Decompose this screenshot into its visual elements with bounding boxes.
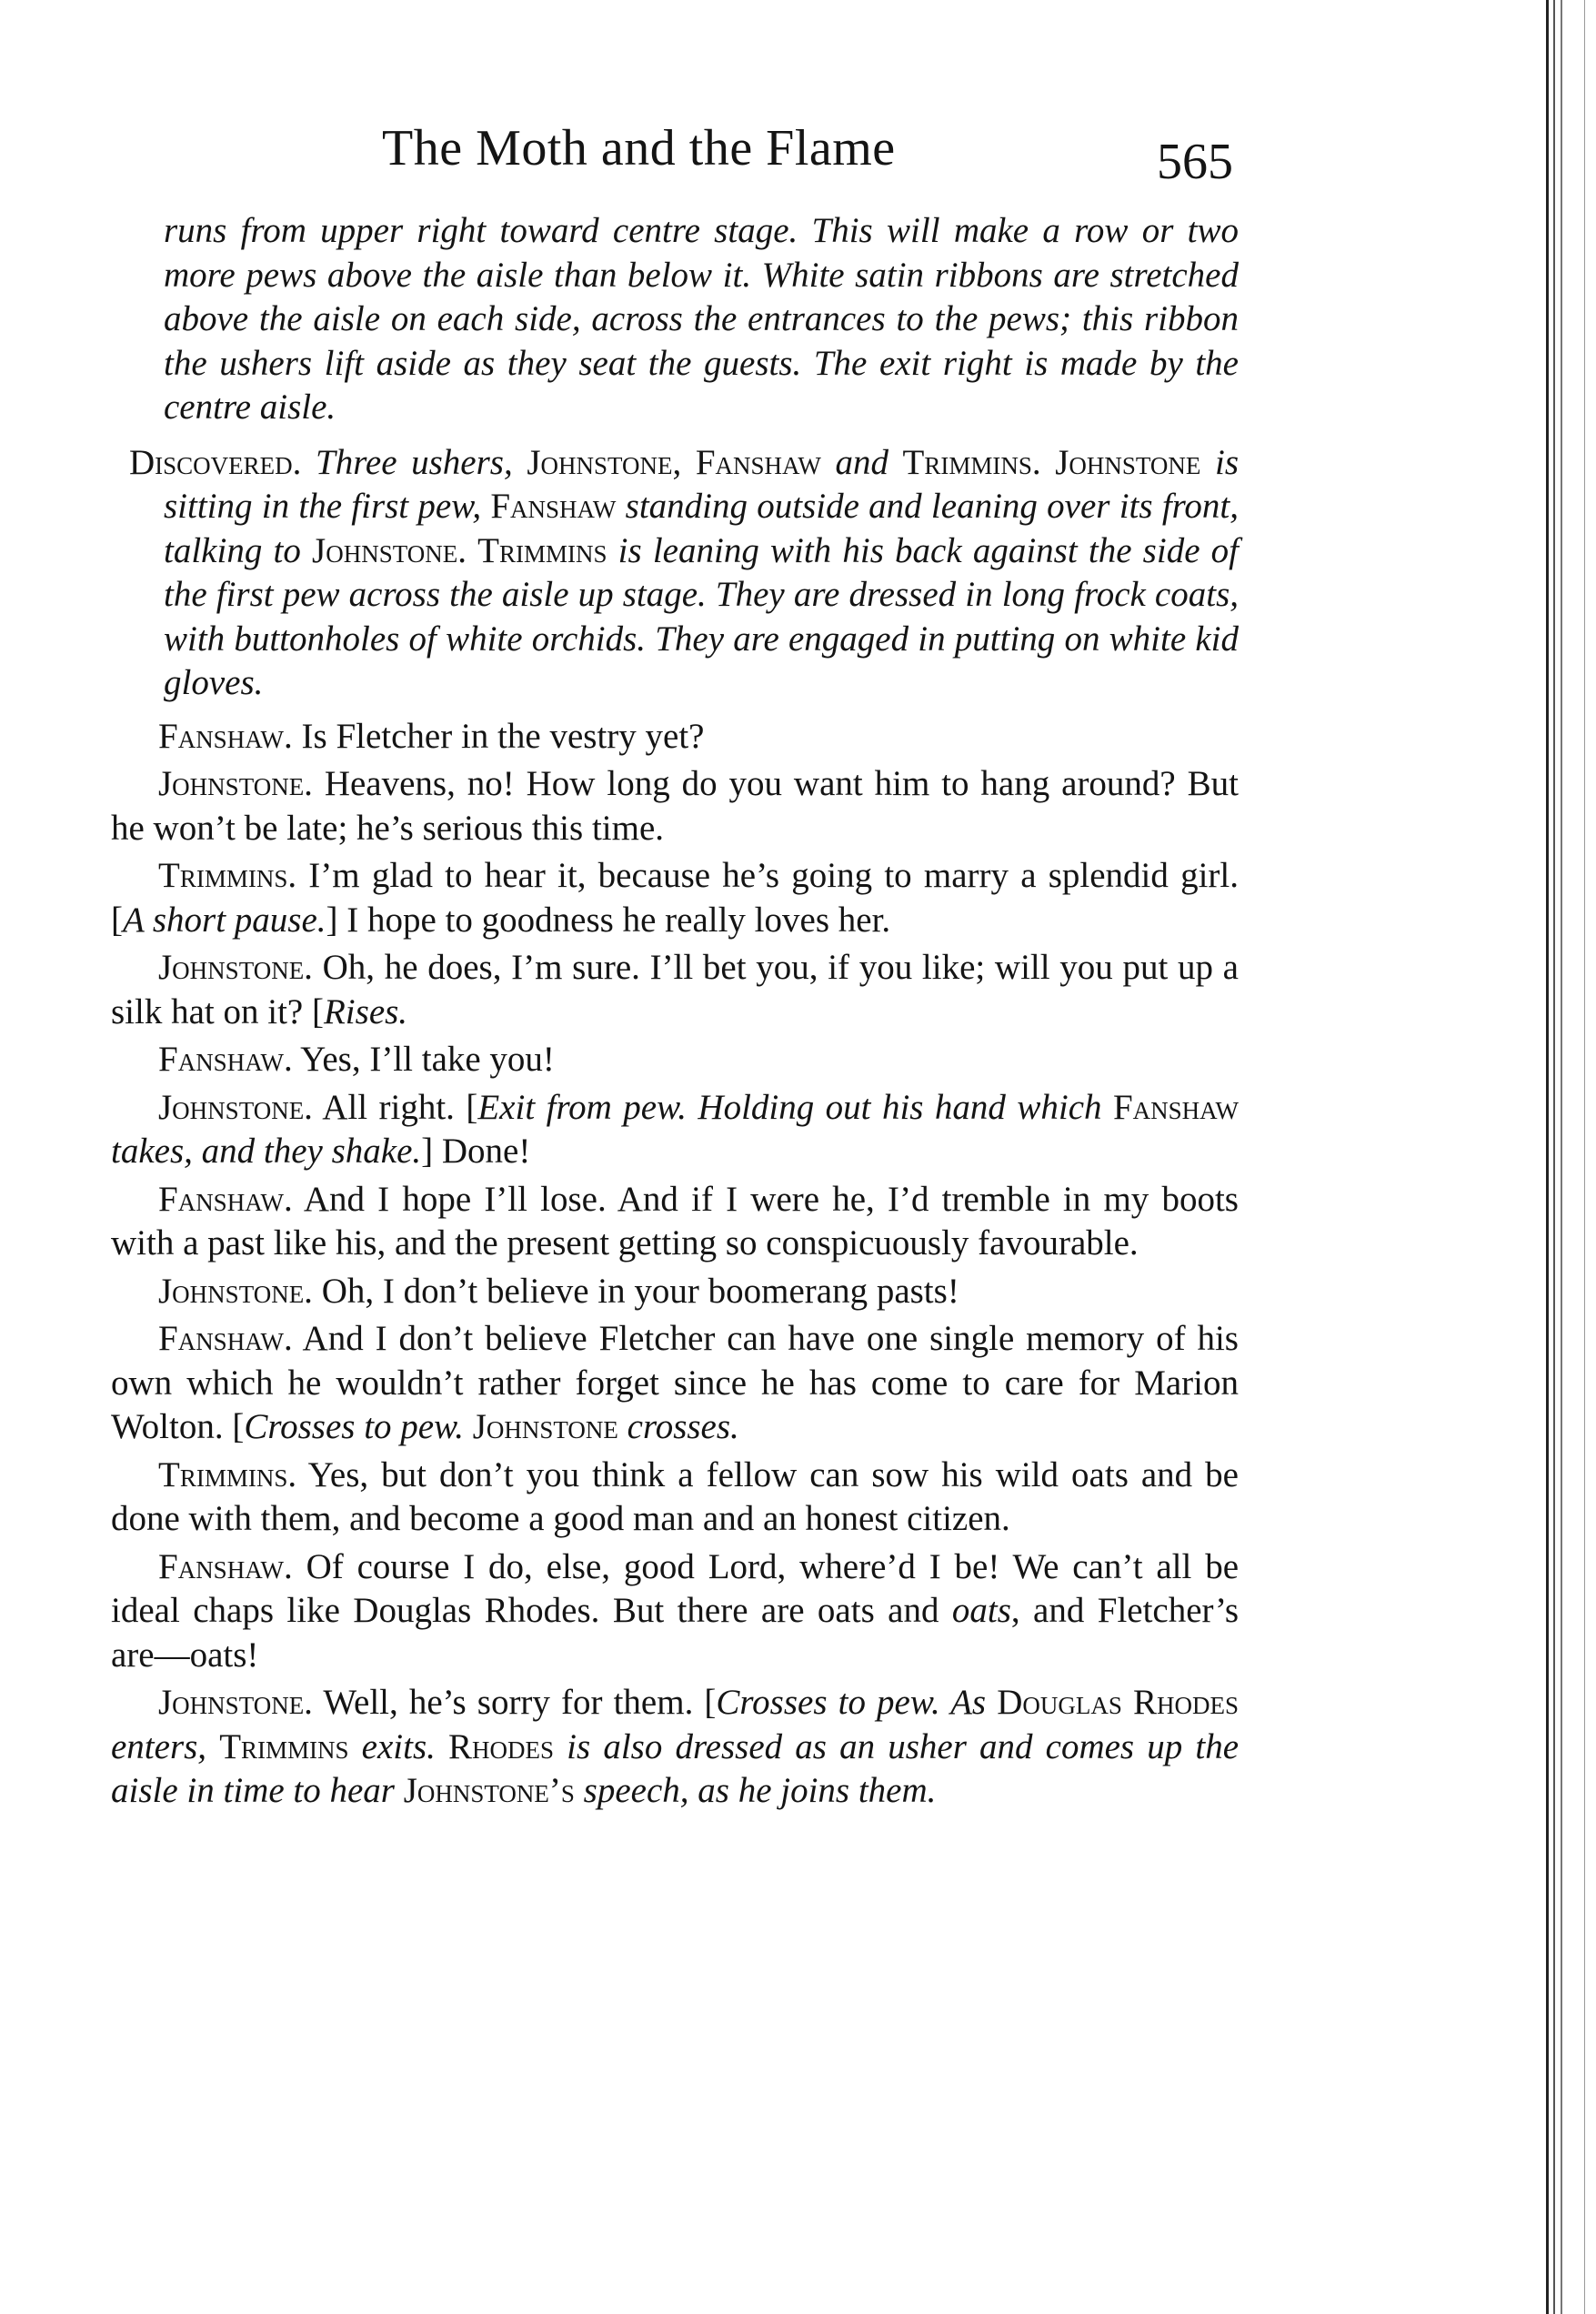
dialogue-line: Johnstone. Oh, he does, I’m sure. I’ll bet you, if you like; will you put up a silk hat on it? [Rises.: [111, 948, 1239, 1031]
dialogue-line: Fanshaw. And I don’t believe Fletcher can have one single memory of his own which he wouldn’t rather forget since he has come to care for Marion Wolton. [Crosses to pew. Johnstone crosses.: [111, 1319, 1239, 1446]
speaker-name: Trimmins.: [158, 1454, 297, 1494]
binding-edge-line: [1546, 0, 1549, 2314]
dialogue-line: Fanshaw. Yes, I’ll take you!: [158, 1040, 555, 1079]
speaker-name: Johnstone.: [158, 948, 313, 987]
running-head-title: The Moth and the Flame: [382, 120, 896, 176]
dialogue-line: Johnstone. Well, he’s sorry for them. [Crosses to pew. As Douglas Rhodes enters, Trimmins exits. Rhodes is also dressed as an usher and comes up the aisle in time to hear Johnstone’s speech, as he joins them.: [111, 1683, 1240, 1810]
binding-edge-line: [1584, 0, 1585, 2314]
stage-direction: runs from upper right toward centre stage. This will make a row or two more pews above the aisle than below it. White satin ribbons are stretched above the aisle on each side, across the entrances to the pews; this ribbon the ushers lift aside as they seat the guests. The exit right is made by the centre aisle.: [164, 211, 1239, 427]
dialogue-line: Johnstone. Heavens, no! How long do you want him to hang around? But he won’t be late; he’s serious this time.: [111, 764, 1239, 848]
page-number: 565: [1157, 134, 1233, 190]
speaker-name: Fanshaw.: [158, 1179, 293, 1219]
dialogue-line: Trimmins. Yes, but don’t you think a fellow can sow his wild oats and be done with them, and become a good man and an honest citizen.: [111, 1454, 1239, 1538]
dialogue-line: Johnstone. All right. [Exit from pew. Holding out his hand which Fanshaw takes, and they shake.] Done!: [111, 1087, 1239, 1171]
dialogue-line: Fanshaw. And I hope I’ll lose. And if I were he, I’d tremble in my boots with a past like his, and the present getting so conspicuously favourable.: [111, 1179, 1239, 1263]
binding-edge-line: [1553, 0, 1555, 2314]
dialogue-line: Fanshaw. Is Fletcher in the vestry yet?: [158, 716, 705, 756]
speaker-name: Johnstone.: [158, 1087, 313, 1127]
binding-edge-line: [1561, 0, 1562, 2314]
dialogue-line: Johnstone. Oh, I don’t believe in your boomerang pasts!: [158, 1271, 959, 1311]
stage-direction: Discovered. Three ushers, Johnstone, Fanshaw and Trimmins. Johnstone is sitting in the first pew, Fanshaw standing outside and leaning over its front, talking to Johnstone. Trimmins is leaning with his back against the side of the first pew across the aisle up stage. They are dressed in long frock coats, with buttonholes of white orchids. They are engaged in putting on white kid gloves.: [129, 442, 1240, 702]
speaker-name: Fanshaw.: [158, 1040, 293, 1079]
speaker-name: Fanshaw.: [158, 716, 293, 756]
speaker-name: Johnstone.: [158, 1683, 313, 1722]
body-text: [111, 209, 1239, 1817]
dialogue-line: Fanshaw. Of course I do, else, good Lord, where’d I be! We can’t all be ideal chaps like Douglas Rhodes. But there are oats and oats, and Fletcher’s are—oats!: [111, 1546, 1239, 1675]
dialogue-line: Trimmins. I’m glad to hear it, because he’s going to marry a splendid girl. [A short pause.] I hope to goodness he really loves her.: [111, 856, 1239, 940]
speaker-name: Johnstone.: [158, 1271, 313, 1311]
speaker-name: Trimmins.: [158, 856, 297, 895]
speaker-name: Fanshaw.: [158, 1319, 293, 1358]
speaker-name: Fanshaw.: [158, 1546, 293, 1586]
speaker-name: Johnstone.: [158, 764, 313, 803]
